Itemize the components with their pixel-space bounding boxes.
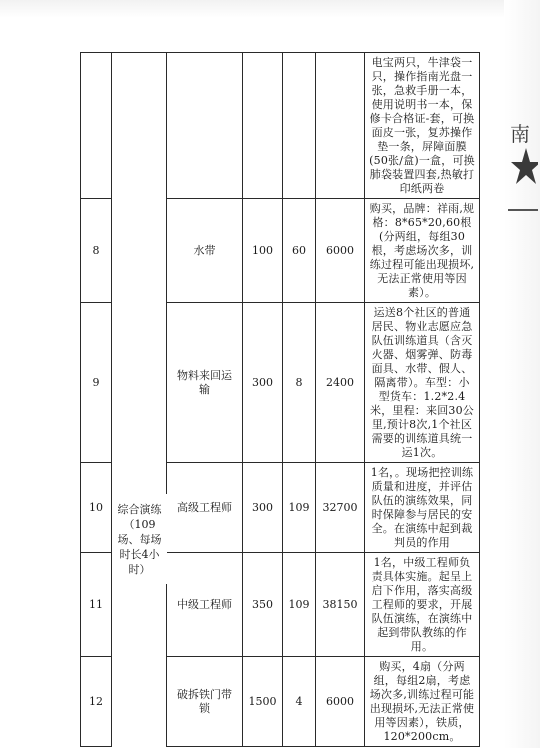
item-description: 运送8个社区的普通居民、物业志愿应急队伍训练道具（含灭火器、烟雾弹、防毒面具、水带、假人、隔离带）。车型：小型货车：1.2*2.4米，里程：来回30公里,预计8次,1个社区需要的训练道具统一运1次。	[365, 303, 480, 463]
item-name: 物料来回运输	[167, 303, 243, 463]
row-number: 9	[81, 303, 112, 463]
quantity: 109	[283, 463, 316, 553]
item-description: 1名，中级工程师负责具体实施。起呈上启下作用，落实高级工程师的要求，开展队伍演练，在演练中起到带队教练的作用。	[365, 553, 480, 657]
item-name: 水带	[167, 199, 243, 303]
quantity	[283, 53, 316, 199]
quantity: 8	[283, 303, 316, 463]
unit-price: 100	[243, 199, 283, 303]
total-amount	[316, 53, 365, 199]
quantity: 109	[283, 553, 316, 657]
total-amount: 38150	[316, 553, 365, 657]
unit-price: 1500	[243, 657, 283, 747]
item-name: 破拆铁门带锁	[167, 657, 243, 747]
row-number: 8	[81, 199, 112, 303]
total-amount: 6000	[316, 657, 365, 747]
item-description: 购买，品牌：祥雨,规格：8*65*20,60根(分两组，每组30根，考虑场次多，训练过程可能出现损坏,无法正常使用等因素）。	[365, 199, 480, 303]
item-description: 电宝两只，牛津袋一只，操作指南光盘一张，急救手册一本，使用说明书一本，保修卡合格证-套，可换面皮一张，复苏操作垫一条，屏障面膜(50张/盒)一盒，可换肺袋装置四套,热敏打印纸两卷	[365, 53, 480, 199]
seal-star-icon	[508, 118, 538, 218]
item-name: 高级工程师	[167, 463, 243, 553]
item-name: 中级工程师	[167, 553, 243, 657]
row-number: 12	[81, 657, 112, 747]
cost-table	[80, 52, 480, 747]
unit-price	[243, 53, 283, 199]
table-row	[81, 53, 480, 199]
group-label-text: 综合演练（109场、每场时长4小时）	[117, 502, 162, 576]
seal-character: 南	[510, 122, 530, 146]
unit-price: 300	[243, 463, 283, 553]
item-name	[167, 53, 243, 199]
row-number	[81, 53, 112, 199]
row-number: 10	[81, 463, 112, 553]
item-description: 购买，4扇（分两组，每组2扇，考虑场次多,训练过程可能出现损坏,无法正常使用等因素），铁质，120*200cm。	[365, 657, 480, 747]
group-cell-top	[112, 53, 167, 747]
total-amount: 6000	[316, 199, 365, 303]
group-label	[112, 494, 167, 584]
item-description: 1名，。现场把控训练质量和进度，并评估队伍的演练效果，同时保障参与居民的安全。在演练中起到裁判员的作用	[365, 463, 480, 553]
seal-stamp-fragment	[508, 118, 538, 218]
row-number: 11	[81, 553, 112, 657]
unit-price: 300	[243, 303, 283, 463]
quantity: 4	[283, 657, 316, 747]
quantity: 60	[283, 199, 316, 303]
total-amount: 32700	[316, 463, 365, 553]
unit-price: 350	[243, 553, 283, 657]
total-amount: 2400	[316, 303, 365, 463]
right-margin-shadow	[504, 0, 540, 748]
